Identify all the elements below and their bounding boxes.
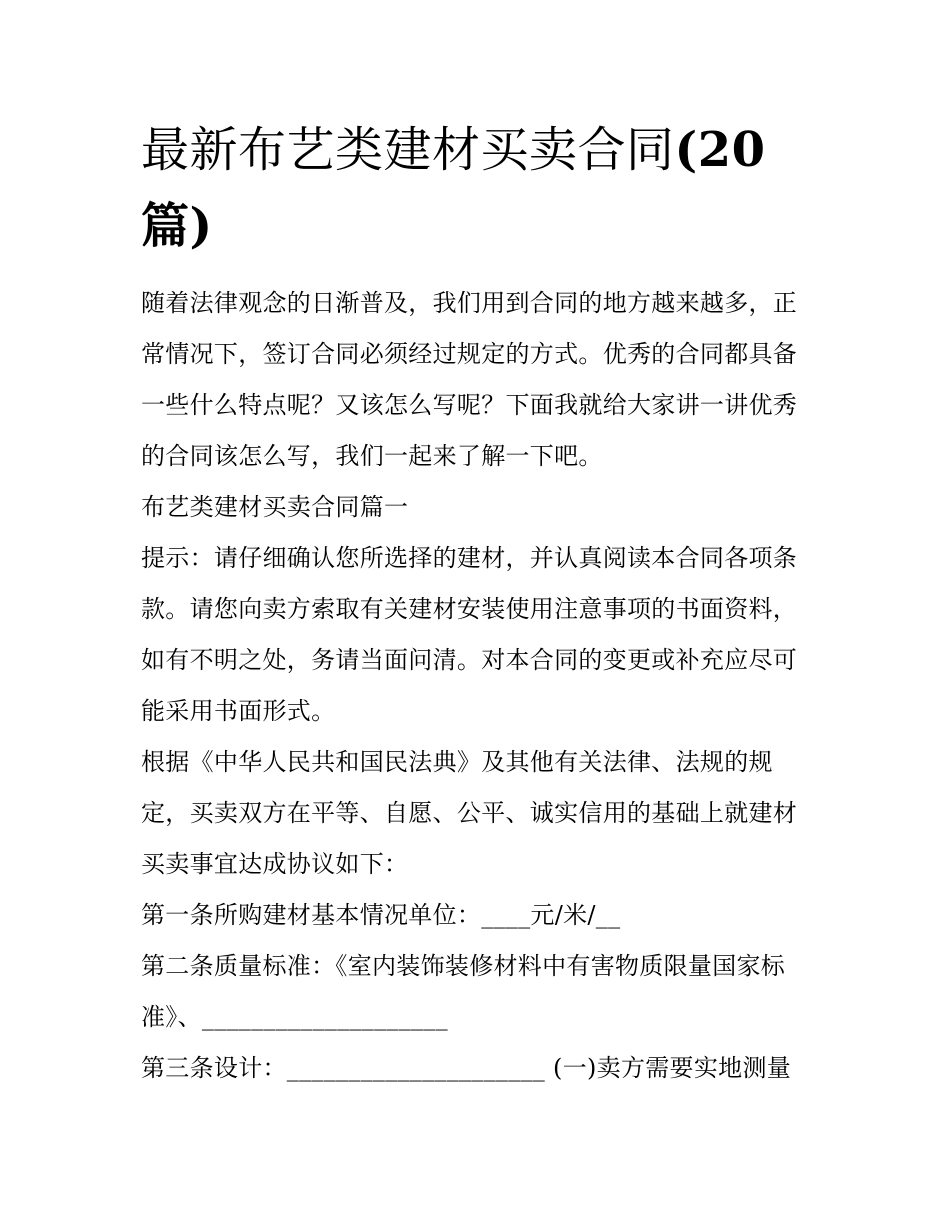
title-line-2: 篇) (141, 198, 213, 254)
notice-paragraph: 提示：请仔细确认您所选择的建材，并认真阅读本合同各项条款。请您向卖方索取有关建材安装使用注意事项的书面资料，如有不明之处，务请当面问清。对本合同的变更或补充应尽可能采用书面形式。 (141, 544, 798, 725)
legal-basis-paragraph: 根据《中华人民共和国民法典》及其他有关法律、法规的规定，买卖双方在平等、自愿、公平、诚实信用的基础上就建材买卖事宜达成协议如下： (141, 748, 798, 878)
clause-1: 第一条所购建材基本情况单位：____元/米/__ (141, 901, 621, 929)
title-line-1: 最新布艺类建材买卖合同 (141, 122, 675, 178)
section-heading: 布艺类建材买卖合同篇一 (141, 493, 409, 521)
clause-3: 第三条设计：_____________________ (一)卖方需要实地测量 (141, 1054, 792, 1082)
title-count: (20 (674, 122, 766, 178)
document-page (141, 112, 821, 1094)
document-title (141, 112, 821, 264)
clause-2: 第二条质量标准：《室内装饰装修材料中有害物质限量国家标准》、____________________ (141, 952, 786, 1031)
intro-paragraph: 随着法律观念的日渐普及，我们用到合同的地方越来越多，正常情况下，签订合同必须经过规定的方式。优秀的合同都具备一些什么特点呢？又该怎么写呢？下面我就给大家讲一讲优秀的合同该怎么写，我们一起来了解一下吧。 (141, 289, 798, 470)
